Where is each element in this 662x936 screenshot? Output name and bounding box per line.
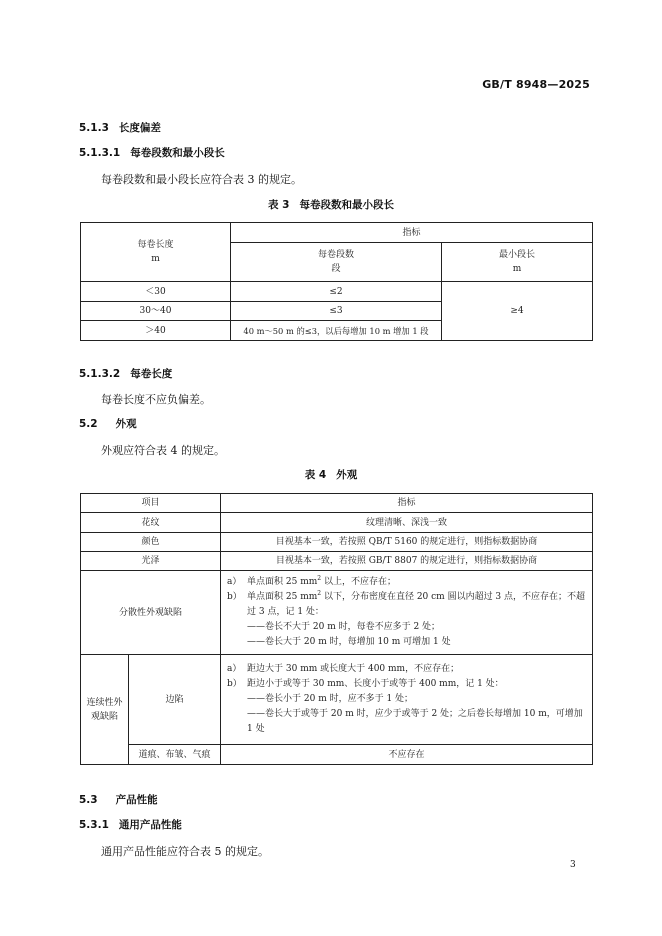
- section-number: 5.3.1: [79, 819, 109, 831]
- table-cell: [221, 655, 593, 745]
- table-3-col-min-length-header: 最小段长 m: [442, 243, 593, 282]
- table-cell: 30～40: [81, 302, 231, 321]
- list-item: a） 距边大于 30 mm 或长度大于 400 mm，不应存在；: [227, 664, 460, 674]
- table-cell: ＜30: [81, 282, 231, 302]
- section-title: 每卷长度: [130, 368, 173, 380]
- table-cell: ≤3: [231, 302, 442, 321]
- table-row: [81, 571, 593, 655]
- table-4-header-row: [81, 494, 593, 513]
- table-4: [80, 493, 593, 765]
- table-4-item-header: 项目: [81, 494, 221, 513]
- section-5-3-heading: [79, 792, 158, 807]
- list-item: ——卷长大于或等于 20 m 时，应少于或等于 2 处；之后卷长每增加 10 m，可增加 1 处: [247, 709, 583, 734]
- section-5-1-3-1-heading: [79, 145, 225, 160]
- table-row: [81, 533, 593, 552]
- page-number: 3: [570, 860, 576, 870]
- section-number: 5.1.3.1: [79, 147, 121, 159]
- table-cell: 花纹: [81, 513, 221, 533]
- paragraph-5-3-1: 通用产品性能应符合表 5 的规定。: [101, 845, 269, 858]
- table-3-col-length-header: 每卷长度 m: [81, 223, 231, 282]
- table-cell: 颜色: [81, 533, 221, 552]
- caption-number: 表 4: [304, 469, 327, 481]
- table-cell: 目视基本一致，若按照 GB/T 8807 的规定进行，则指标数据协商: [221, 552, 593, 571]
- section-title: 产品性能: [115, 794, 158, 806]
- table-3-group-header: 指标: [231, 223, 593, 243]
- table-row: [81, 552, 593, 571]
- list-item: b） 单点面积 25 $mm^2$ 以下，分布密度在直径 20 cm 圆以内超过 3 点，不应存在；不超过 3 点，记 1 处：: [227, 590, 586, 617]
- section-number: 5.3: [79, 794, 98, 806]
- section-title: 外观: [115, 418, 137, 430]
- table-cell: 道痕、布皱、气痕: [129, 745, 221, 765]
- table-3-caption: [0, 197, 662, 212]
- section-5-3-1-heading: [79, 817, 182, 832]
- section-5-1-3-2-heading: [79, 366, 172, 381]
- section-number: 5.2: [79, 418, 98, 430]
- section-title: 每卷段数和最小段长: [130, 147, 225, 159]
- section-5-1-3-heading: [79, 120, 161, 135]
- table-cell: 目视基本一致，若按照 QB/T 5160 的规定进行，则指标数据协商: [221, 533, 593, 552]
- list-item: ——卷长不大于 20 m 时，每卷不应多于 2 处；: [247, 622, 441, 632]
- paragraph-5-2: 外观应符合表 4 的规定。: [101, 444, 225, 457]
- table-3: [80, 222, 593, 341]
- section-5-2-heading: [79, 416, 137, 431]
- table-row: [81, 282, 593, 302]
- table-cell: [221, 571, 593, 655]
- table-cell: 不应存在: [221, 745, 593, 765]
- table-cell: ≤2: [231, 282, 442, 302]
- section-title: 通用产品性能: [118, 819, 182, 831]
- caption-number: 表 3: [268, 199, 290, 211]
- paragraph-5-1-3-2: 每卷长度不应负偏差。: [101, 393, 211, 406]
- table-4-index-header: 指标: [221, 494, 593, 513]
- table-row: [81, 655, 593, 745]
- table-cell: 分散性外观缺陷: [81, 571, 221, 655]
- caption-title: 外观: [336, 469, 358, 481]
- table-cell: 边陷: [129, 655, 221, 745]
- table-3-col-segments-header: 每卷段数 段: [231, 243, 442, 282]
- section-title: 长度偏差: [118, 122, 161, 134]
- table-4-continuous-group: 连续性外观缺陷: [81, 655, 129, 765]
- table-row: [81, 745, 593, 765]
- section-number: 5.1.3: [79, 122, 109, 134]
- list-item: ——卷长大于 20 m 时，每增加 10 m 可增加 1 处: [247, 637, 451, 647]
- paragraph-5-1-3-1: 每卷段数和最小段长应符合表 3 的规定。: [101, 173, 302, 186]
- table-row: [81, 513, 593, 533]
- list-item: b） 距边小于或等于 30 mm、长度小于或等于 400 mm，记 1 处：: [227, 679, 504, 689]
- section-number: 5.1.3.2: [79, 368, 121, 380]
- standard-code: GB/T 8948—2025: [482, 78, 590, 91]
- caption-title: 每卷段数和最小段长: [299, 199, 394, 211]
- table-cell: 40 m～50 m 的≤3，以后每增加 10 m 增加 1 段: [231, 321, 442, 341]
- table-cell: 纹理清晰、深浅一致: [221, 513, 593, 533]
- list-item: a） 单点面积 25 $mm^2$ 以上，不应存在；: [227, 575, 396, 587]
- table-cell: 光泽: [81, 552, 221, 571]
- list-item: ——卷长小于 20 m 时，应不多于 1 处；: [247, 694, 414, 704]
- table-cell: ＞40: [81, 321, 231, 341]
- table-3-min-length-value: ≥4: [442, 282, 593, 341]
- table-4-caption: [0, 467, 662, 482]
